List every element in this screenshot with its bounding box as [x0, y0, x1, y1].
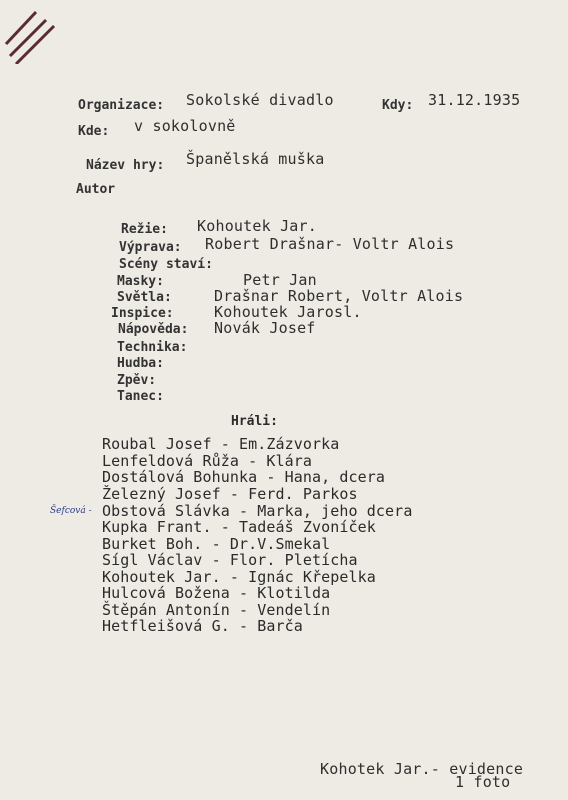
- crew-value-masky: Petr Jan: [243, 271, 317, 289]
- cast-line: Obstová Slávka - Marka, jeho dcera: [102, 502, 413, 520]
- handwritten-note: Šefcová -: [50, 506, 92, 516]
- cast-heading: Hráli:: [231, 414, 278, 429]
- crew-label-vyprava: Výprava:: [119, 240, 182, 255]
- cast-line: Dostálová Bohunka - Hana, dcera: [102, 468, 386, 486]
- organizace-value: Sokolské divadlo: [186, 91, 334, 109]
- crew-value-rezie: Kohoutek Jar.: [197, 217, 317, 235]
- cast-line: Roubal Josef - Em.Zázvorka: [102, 435, 340, 453]
- kde-value: v sokolovně: [134, 117, 236, 135]
- cast-line: Železný Josef - Ferd. Parkos: [102, 485, 358, 503]
- cast-line: Burket Boh. - Dr.V.Smekal: [102, 535, 331, 553]
- crew-label-napoveda: Nápověda:: [118, 322, 189, 337]
- crew-label-hudba: Hudba:: [117, 356, 164, 371]
- crew-label-inspice: Inspice:: [111, 306, 174, 321]
- crew-label-svetla: Světla:: [117, 290, 172, 305]
- cast-line: Kohoutek Jar. - Ignác Křepelka: [102, 568, 376, 586]
- cast-line: Lenfeldová Růža - Klára: [102, 452, 313, 470]
- crew-label-zpev: Zpěv:: [117, 373, 157, 388]
- crew-label-technika: Technika:: [117, 340, 188, 355]
- crew-value-inspice: Kohoutek Jarosl.: [214, 303, 362, 321]
- cast-line: Hulcová Božena - Klotilda: [102, 584, 331, 602]
- crew-label-tanec: Tanec:: [117, 389, 164, 404]
- crew-value-svetla: Drašnar Robert, Voltr Alois: [214, 287, 464, 305]
- cast-line: Sígl Václav - Flor. Pletícha: [102, 551, 358, 569]
- pencil-slash-mark: [2, 4, 58, 64]
- crew-label-masky: Masky:: [117, 274, 164, 289]
- autor-label: Autor: [76, 182, 116, 197]
- crew-value-napoveda: Novák Josef: [214, 319, 316, 337]
- crew-label-sceny: Scény staví:: [119, 257, 213, 272]
- cast-line: Štěpán Antonín - Vendelín: [102, 601, 331, 619]
- kdy-label: Kdy:: [382, 98, 414, 113]
- nazev-label: Název hry:: [86, 158, 165, 173]
- nazev-value: Španělská muška: [186, 150, 325, 168]
- organizace-label: Organizace:: [78, 98, 165, 113]
- footer-evidence: Kohotek Jar.- evidence: [320, 760, 524, 778]
- kdy-value: 31.12.1935: [428, 91, 521, 109]
- crew-label-rezie: Režie:: [121, 222, 168, 237]
- cast-line: Hetfleišová G. - Barča: [102, 617, 303, 635]
- footer-foto: 1 foto: [455, 773, 511, 791]
- cast-line: Kupka Frant. - Tadeáš Zvoníček: [102, 518, 376, 536]
- kde-label: Kde:: [78, 124, 110, 139]
- crew-value-vyprava: Robert Drašnar- Voltr Alois: [205, 235, 455, 253]
